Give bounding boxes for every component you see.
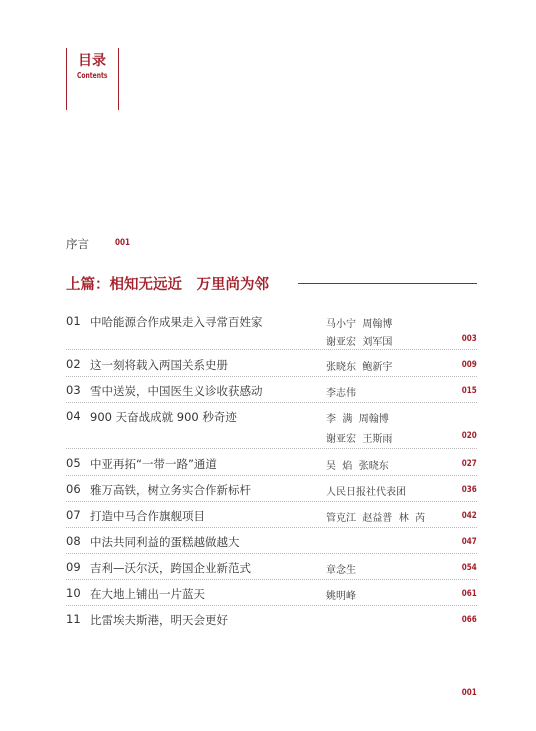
header-rule-left [66,48,67,110]
toc-entry[interactable] [0,482,536,500]
toc-entry[interactable] [0,560,536,578]
toc-entry[interactable] [0,383,536,401]
entry-title: 雅万高铁，树立务实合作新标杆 [90,483,251,497]
entry-title: 吉利—沃尔沃，跨国企业新范式 [90,561,251,575]
toc-entry[interactable] [0,508,536,526]
entry-number: 03 [66,383,81,397]
entry-title: 中亚再拓“一带一路”通道 [90,457,217,471]
entry-number: 05 [66,456,81,470]
toc-title: 目录 [78,53,106,69]
entry-number: 09 [66,560,81,574]
toc-entry[interactable] [0,534,536,552]
entry-title: 在大地上铺出一片蓝天 [90,587,205,601]
preface-page-number: 001 [115,238,131,248]
entry-title: 打造中马合作旗舰项目 [90,509,205,523]
header-rule-right [118,48,119,110]
entry-divider [66,605,477,606]
toc-entry[interactable] [0,357,536,375]
entry-title: 雪中送炭，中国医生义诊收获感动 [90,384,263,398]
entry-divider [66,349,477,350]
entry-number: 10 [66,586,81,600]
entry-page-number: 066 [461,615,477,625]
entry-page-number: 061 [461,589,477,599]
toc-entry[interactable] [0,612,536,630]
folio-page-number: 001 [461,688,477,698]
entry-page-number: 042 [461,511,477,521]
entry-authors: 李志伟 [326,388,356,399]
entry-title: 比雷埃夫斯港，明天会更好 [90,613,228,627]
entry-divider [66,501,477,502]
entry-authors-line2: 谢亚宏 刘军国 [326,337,393,348]
preface-label: 序言 [66,237,89,251]
entry-authors: 吴 焰 张晓东 [326,461,389,472]
entry-divider [66,402,477,403]
entry-authors: 张晓东 鲍新宇 [326,362,393,373]
entry-page-number: 027 [461,459,477,469]
toc-entry[interactable] [0,586,536,604]
entry-number: 08 [66,534,81,548]
entry-authors: 人民日报社代表团 [326,487,406,498]
entry-page-number: 020 [461,431,477,441]
entry-number: 02 [66,357,81,371]
toc-entry-continued [0,429,536,447]
entry-authors: 章念生 [326,565,356,576]
entry-number: 04 [66,409,81,423]
entry-number: 01 [66,314,81,328]
entry-page-number: 036 [461,485,477,495]
entry-divider [66,527,477,528]
toc-subtitle: Contents [77,71,108,80]
entry-page-number: 054 [461,563,477,573]
toc-entry[interactable] [0,409,536,427]
toc-entry-continued [0,332,536,350]
entry-page-number: 047 [461,537,477,547]
entry-divider [66,553,477,554]
entry-authors: 马小宁 周翰博 [326,319,393,330]
entry-authors: 姚明峰 [326,591,356,602]
section-title: 上篇：相知无远近 万里尚为邻 [66,276,269,293]
entry-divider [66,579,477,580]
entry-number: 06 [66,482,81,496]
entry-authors-line2: 谢亚宏 王斯雨 [326,434,393,445]
toc-entry[interactable] [0,314,536,332]
entry-number: 07 [66,508,81,522]
entry-authors: 李 满 周翰博 [326,414,389,425]
section-rule [298,283,477,284]
entry-authors: 管克江 赵益普 林 芮 [326,513,426,524]
entry-page-number: 003 [461,334,477,344]
entry-title: 中法共同利益的蛋糕越做越大 [90,535,240,549]
entry-page-number: 009 [461,360,477,370]
entry-number: 11 [66,612,81,626]
entry-divider [66,376,477,377]
entry-page-number: 015 [461,386,477,396]
entry-divider [66,448,477,449]
toc-entry[interactable] [0,456,536,474]
entry-title: 这一刻将载入两国关系史册 [90,358,228,372]
entry-title: 中哈能源合作成果走入寻常百姓家 [90,315,263,329]
entry-title: 900 天奋战成就 900 秒奇迹 [90,410,237,424]
entry-divider [66,475,477,476]
